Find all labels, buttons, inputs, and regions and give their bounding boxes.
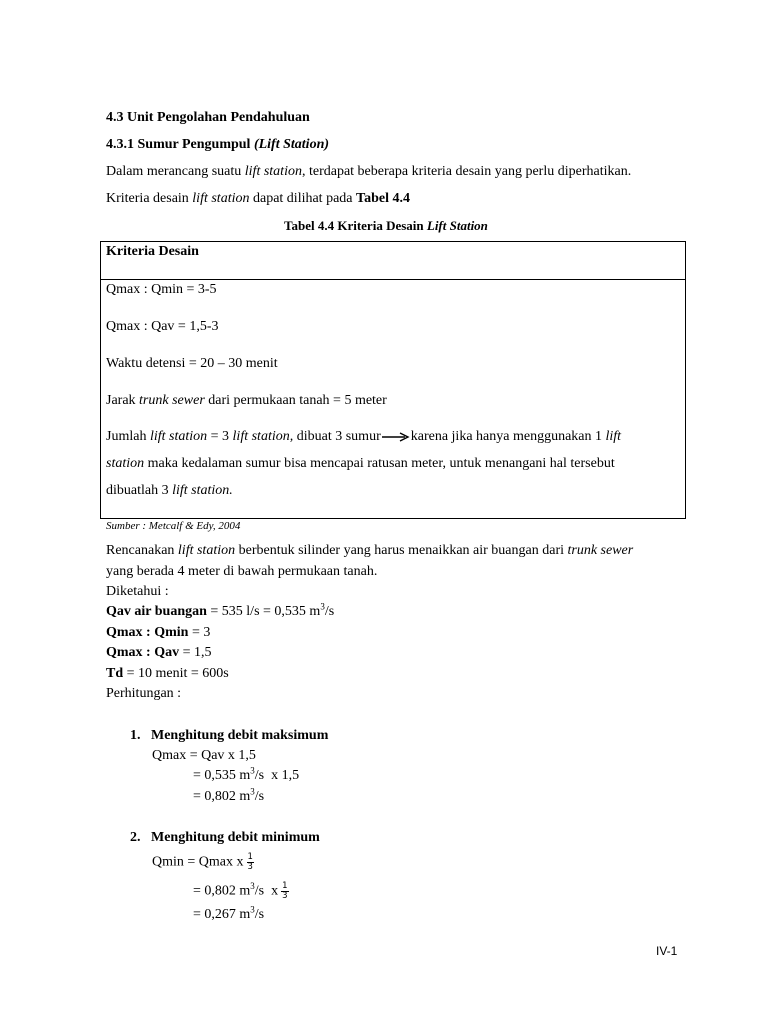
calculation-label: Perhitungan : bbox=[106, 686, 182, 701]
step-2-title: 2. Menghitung debit minimum bbox=[130, 830, 320, 845]
table-divider bbox=[101, 279, 685, 280]
table-row-2: Qmax : Qav = 1,5-3 bbox=[106, 319, 219, 334]
body-paragraph-line-1: Rencanakan lift station berbentuk silinder yang harus menaikkan air buangan dari trunk sewer bbox=[106, 543, 634, 558]
intro-line-1: Dalam merancang suatu lift station, terdapat beberapa kriteria desain yang perlu diperhatikan. bbox=[106, 164, 632, 179]
table-row-3: Waktu detensi = 20 – 30 menit bbox=[106, 356, 278, 371]
table-row-5-line-2: station maka kedalaman sumur bisa mencapai ratusan meter, untuk menangani hal tersebut bbox=[106, 456, 615, 471]
known-qav: Qav air buangan = 535 l/s = 0,535 $m^3/s$ bbox=[106, 601, 335, 619]
body-paragraph-line-2: yang berada 4 meter di bawah permukaan tanah. bbox=[106, 564, 378, 579]
step-1-line-1: Qmax = Qav x 1,5 bbox=[152, 748, 256, 763]
table-row-4: Jarak trunk sewer dari permukaan tanah = 5 meter bbox=[106, 393, 387, 408]
known-label: Diketahui : bbox=[106, 584, 169, 599]
step-2-line-1: Qmin = Qmax x $\frac{1}{3}$ bbox=[152, 852, 253, 872]
page-number: IV-1 bbox=[656, 944, 678, 958]
known-qmax-qmin: Qmax : Qmin = 3 bbox=[106, 625, 211, 640]
fraction-one-third: $\frac{1}{3}$ bbox=[282, 881, 288, 901]
known-qmax-qav: Qmax : Qav = 1,5 bbox=[106, 645, 212, 660]
step-1-title: 1. Menghitung debit maksimum bbox=[130, 728, 329, 743]
step-2-line-3: = 0,267 $m^3/s$ bbox=[193, 904, 265, 922]
step-2-line-2: = 0,802 $m^3/s$ x $\frac{1}{3}$ bbox=[193, 881, 288, 901]
table-source: Sumber : Metcalf & Edy, 2004 bbox=[106, 520, 241, 532]
right-arrow-icon bbox=[382, 432, 410, 442]
fraction-one-third: $\frac{1}{3}$ bbox=[247, 852, 253, 872]
table-row-5-line-1: Jumlah lift station = 3 lift station, dibuat 3 sumur karena jika hanya menggunakan 1 lift bbox=[106, 429, 622, 444]
table-row-5-line-3: dibuatlah 3 lift station. bbox=[106, 483, 233, 498]
table-caption: Tabel 4.4 Kriteria Desain Lift Station bbox=[284, 218, 488, 233]
step-1-line-3: = 0,802 $m^3/s$ bbox=[193, 786, 265, 804]
known-td: Td = 10 menit = 600s bbox=[106, 666, 229, 681]
subsection-heading: 4.3.1 Sumur Pengumpul (Lift Station) bbox=[106, 137, 330, 152]
intro-line-2: Kriteria desain lift station dapat dilihat pada Tabel 4.4 bbox=[106, 191, 410, 206]
table-row-1: Qmax : Qmin = 3-5 bbox=[106, 282, 217, 297]
step-1-line-2: = 0,535 $m^3/s$ x 1,5 bbox=[193, 765, 300, 783]
section-heading: 4.3 Unit Pengolahan Pendahuluan bbox=[106, 110, 310, 125]
table-header: Kriteria Desain bbox=[106, 244, 199, 259]
